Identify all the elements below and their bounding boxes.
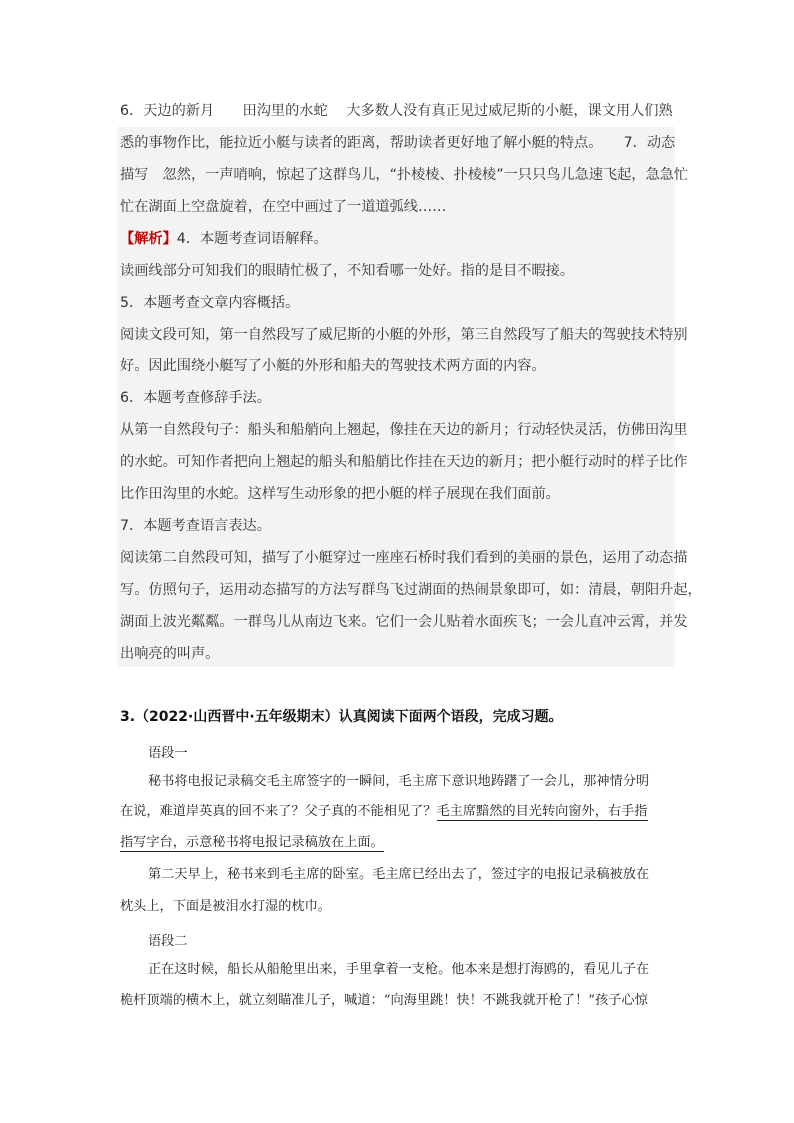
passage2-line-2: 桅杆顶端的横木上，就立刻瞄准儿子，喊道：“向海里跳！快！不跳我就开枪了！”孩子心惊 [120,993,648,1008]
passage1-line-2-plain: 在说，难道岸英真的回不来了？父子真的不能相见了？ [120,804,437,819]
analysis-line: 阅读第二自然段可知，描写了小艇穿过一座座石桥时我们看到的美丽的景色，运用了动态描 [120,550,688,566]
analysis-line: 写。仿照句子，运用动态描写的方法写群鸟飞过湖面的热闹景象即可，如：清晨，朝阳升起， [120,582,702,598]
analysis-line: 从第一自然段句子：船头和船艄向上翘起，像挂在天边的新月；行动轻快灵活，仿佛田沟里 [120,422,688,438]
passage2-line-1: 正在这时候，船长从船舱里出来，手里拿着一支枪。他本来是想打海鸥的，看见儿子在 [148,962,650,977]
question-title: 3.（2022·山西晋中·五年级期末）认真阅读下面两个语段，完成习题。 [120,709,563,725]
passage1-line-1: 秘书将电报记录稿交毛主席签字的一瞬间，毛主席下意识地踌躇了一会儿，那神情分明 [148,774,650,789]
passage1-line-4: 第二天早上，秘书来到毛主席的卧室。毛主席已经出去了，签过字的电报记录稿被放在 [148,867,650,882]
analysis-line: 好。因此围绕小艇写了小艇的外形和船夫的驾驶技术两方面的内容。 [120,358,546,374]
underlined-sentence-part-2: 指写字台，示意秘书将电报记录稿放在上面。 [120,835,384,850]
passage2-heading: 语段二 [148,934,188,949]
passage1-line-2 [120,802,650,822]
analysis-line: 湖面上波光粼粼。一群鸟儿从南边飞来。它们一会儿贴着水面疾飞；一会儿直冲云霄，并发 [120,614,688,630]
analysis-line: 阅读文段可知，第一自然段写了威尼斯的小艇的外形，第三自然段写了船夫的驾驶技术特别 [120,327,688,343]
analysis-line: 的水蛇。可知作者把向上翘起的船头和船艄比作挂在天边的新月；把小艇行动时的样子比作 [120,454,688,470]
passage1-heading: 语段一 [148,746,188,761]
answer-line-2: 悉的事物作比，能拉近小艇与读者的距离，帮助读者更好地了解小艇的特点。 7．动态 [120,135,676,151]
answer-line-1: 6．天边的新月 田沟里的水蛇 大多数人没有真正见过威尼斯的小艇，课文用人们熟 [120,103,673,119]
passage1-line-3 [120,833,650,853]
analysis-first-line [120,229,680,249]
analysis-line: 出响亮的叫声。 [120,646,220,662]
analysis-line: 比作田沟里的水蛇。这样写生动形象的把小艇的样子展现在我们面前。 [120,486,560,502]
analysis-line: 读画线部分可知我们的眼睛忙极了，不知看哪一处好。指的是目不暇接。 [120,263,575,279]
analysis-line: 6．本题考查修辞手法。 [120,390,271,406]
passage1-line-5: 枕头上，下面是被泪水打湿的枕巾。 [120,899,331,914]
analysis-line: 7．本题考查语言表达。 [120,518,271,534]
analysis-tag: 【解析】 [120,231,177,247]
answer-line-3: 描写 忽然，一声哨响，惊起了这群鸟儿，“扑棱棱、扑棱棱”一只只鸟儿急速飞起，急急忙 [120,167,689,183]
analysis-first-text: 4．本题考查词语解释。 [176,231,328,247]
analysis-line: 5．本题考查文章内容概括。 [120,295,300,311]
answer-line-4: 忙在湖面上空盘旋着，在空中画过了一道道弧线…… [120,199,447,215]
underlined-sentence-part-1: 毛主席黯然的目光转向窗外，右手指 [436,804,648,819]
